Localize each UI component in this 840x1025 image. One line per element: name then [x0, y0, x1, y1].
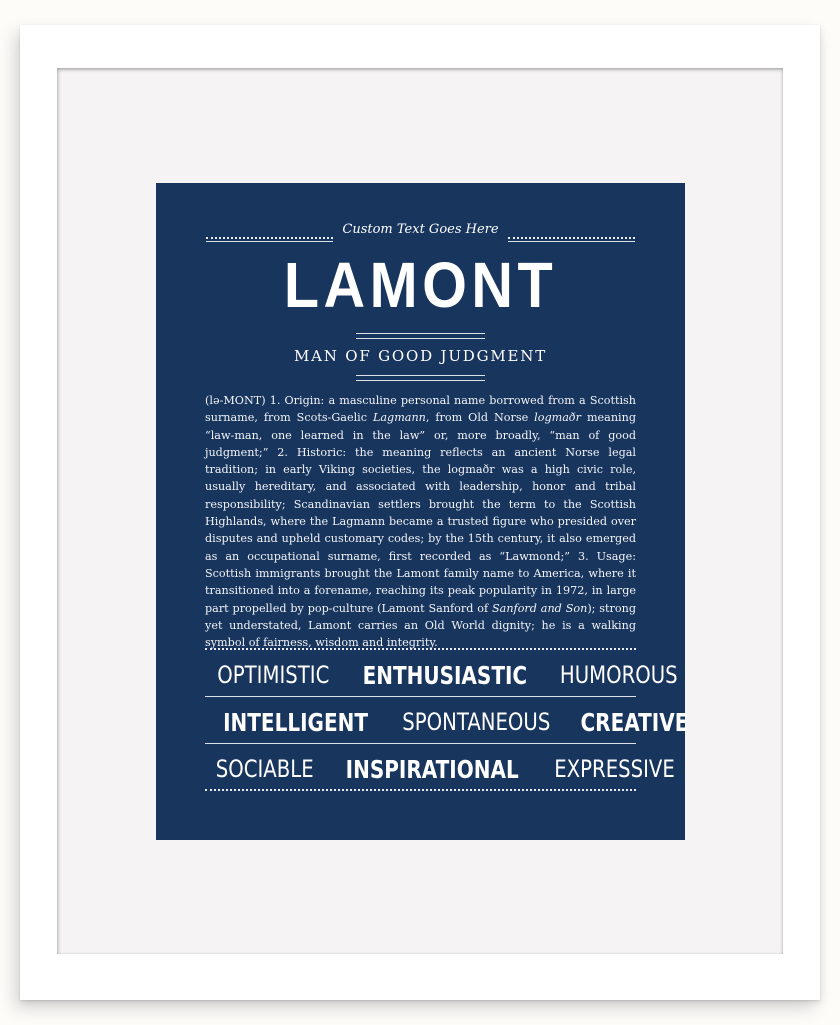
definition-italic-2: logmaðr — [534, 411, 582, 425]
traits-row-3 — [205, 751, 675, 787]
trait-word: EXPRESSIVE — [553, 755, 675, 783]
trait-word: HUMOROUS — [560, 661, 678, 689]
rule-left-thin — [206, 241, 333, 242]
trait-word: CREATIVE — [580, 707, 689, 737]
traits-row-1 — [205, 657, 678, 693]
traits-row-2 — [205, 704, 689, 740]
dotted-divider-traits-bottom — [205, 789, 636, 791]
name-heading: LAMONT — [283, 249, 558, 321]
trait-word: SPONTANEOUS — [402, 708, 551, 736]
dotted-divider-left — [206, 237, 333, 239]
name-art-print — [156, 183, 689, 840]
custom-text: Custom Text Goes Here — [342, 222, 499, 237]
name-meaning: MAN OF GOOD JUDGMENT — [293, 347, 548, 365]
definition-italic-3: Sanford and Son — [492, 601, 588, 615]
trait-word: OPTIMISTIC — [217, 661, 330, 689]
traits-divider-1 — [205, 696, 636, 697]
definition-text-4: ); strong yet understated, Lamont carries an Old World dignity; he is a walking symbol of fairness, wisdom and integrity. — [205, 601, 636, 650]
definition-text-3: meaning “law-man, one learned in the law” or, more broadly, “man of good judgment;” 2. Historic: the meaning reflects an ancient Norse legal tradition; in early Viking societies, the logmaðr was a high civic role, usually hereditary, and associated with leadership, honor and tribal responsibility; Scandinavian settlers brought the term to the Scottish Highlands, where the Lagmann became a trusted figure who presided over disputes and upheld customary codes; by the 15th century, it also emerged as an occupational surname, first recorded as “Lawmond;” 3. Usage: Scottish immigrants brought the Lamont family name to America, where it transitioned into a forename, reaching its peak popularity in 1972, in large part propelled by pop-culture (Lamont Sanford of — [205, 411, 636, 615]
trait-word: INSPIRATIONAL — [346, 754, 520, 784]
rule-upper-1 — [356, 333, 485, 334]
trait-word: SOCIABLE — [215, 755, 314, 783]
trait-word: INTELLIGENT — [223, 707, 368, 737]
rule-upper-2 — [356, 338, 485, 339]
name-definition — [205, 392, 636, 651]
rule-lower-2 — [356, 380, 485, 381]
dotted-divider-traits-top — [205, 648, 636, 650]
definition-text-2: , from Old Norse — [425, 411, 535, 425]
trait-word: ENTHUSIASTIC — [362, 660, 527, 690]
definition-italic-1: Lagmann — [372, 411, 426, 425]
definition-text-1: (lə-MONT) 1. Origin: a masculine personal name borrowed from a Scottish surname, from Scots-Gaelic — [205, 394, 636, 425]
rule-lower-1 — [356, 375, 485, 376]
dotted-divider-right — [508, 237, 635, 239]
traits-divider-2 — [205, 743, 636, 744]
rule-right-thin — [508, 241, 635, 242]
